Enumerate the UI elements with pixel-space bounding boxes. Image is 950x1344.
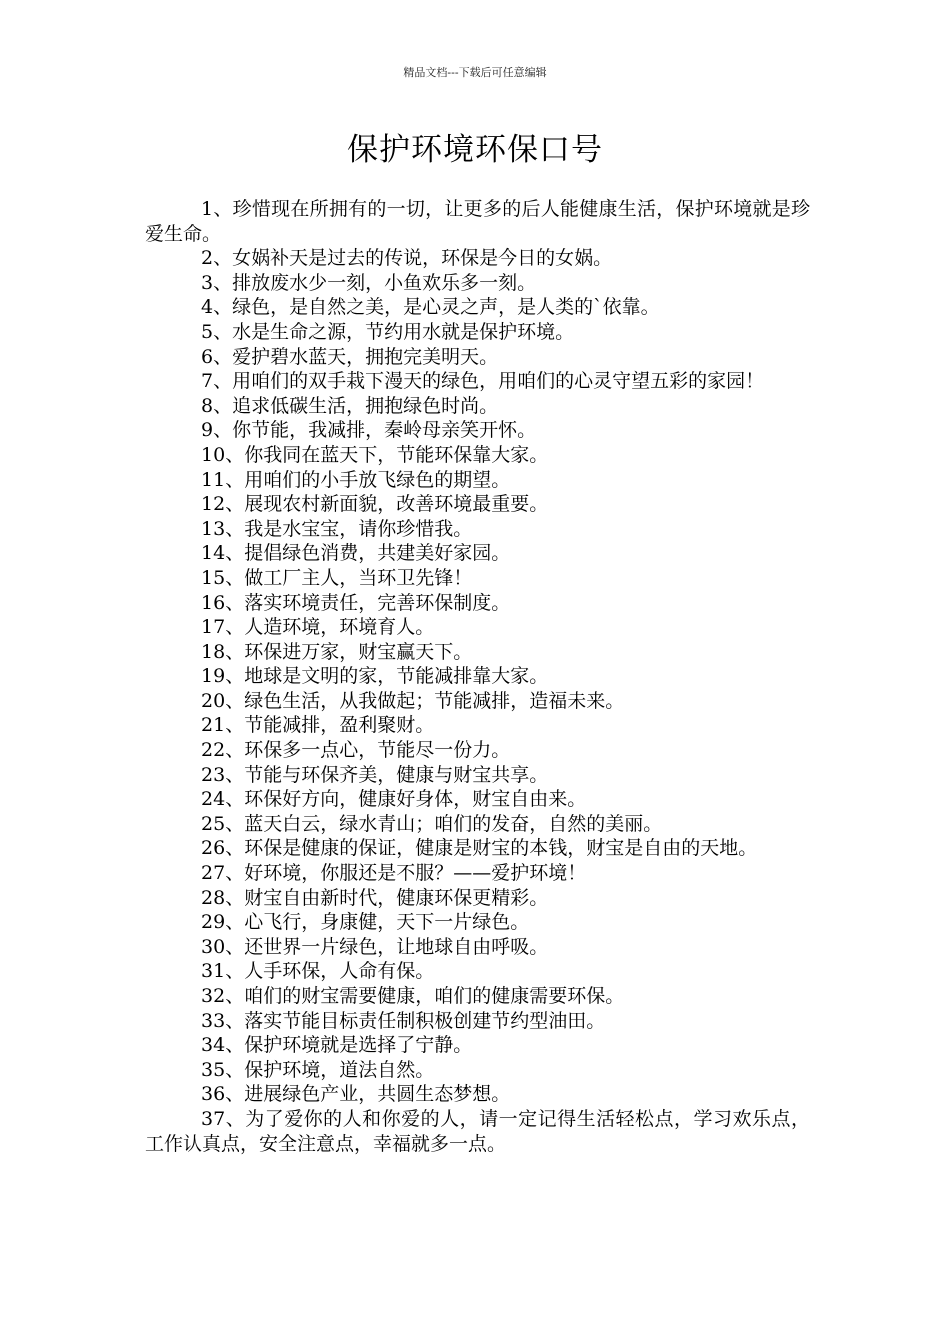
slogan-item: 11、用咱们的小手放飞绿色的期望。 — [201, 468, 511, 491]
slogan-item: 35、保护环境，道法自然。 — [201, 1058, 435, 1081]
slogan-item: 31、人手环保，人命有保。 — [201, 960, 435, 983]
slogan-item: 16、落实环境责任，完善环保制度。 — [201, 591, 511, 614]
slogan-item: 34、保护环境就是选择了宁静。 — [201, 1034, 473, 1057]
header-note: 精品文档---下载后可任意编辑 — [403, 66, 547, 79]
slogan-list — [145, 197, 810, 1156]
slogan-item: 17、人造环境，环境育人。 — [201, 616, 435, 639]
document-title: 保护环境环保口号 — [347, 132, 603, 168]
slogan-item: 12、展现农村新面貌，改善环境最重要。 — [201, 493, 549, 516]
slogan-item: 1、珍惜现在所拥有的一切，让更多的后人能健康生活，保护环境就是珍爱生命。 — [145, 198, 810, 245]
slogan-item: 5、水是生命之源，节约用水就是保护环境。 — [201, 320, 575, 343]
slogan-item: 18、环保进万家，财宝赢天下。 — [201, 640, 473, 663]
slogan-item: 28、财宝自由新时代，健康环保更精彩。 — [201, 886, 549, 909]
slogan-item: 27、好环境，你服还是不服？——爱护环境！ — [201, 862, 587, 885]
slogan-item: 4、绿色，是自然之美，是心灵之声，是人类的`依靠。 — [201, 296, 660, 319]
slogan-item: 36、进展绿色产业，共圆生态梦想。 — [201, 1083, 511, 1106]
slogan-item: 30、还世界一片绿色，让地球自由呼吸。 — [201, 935, 549, 958]
slogan-item: 13、我是水宝宝，请你珍惜我。 — [201, 517, 473, 540]
slogan-item: 32、咱们的财宝需要健康，咱们的健康需要环保。 — [201, 985, 625, 1007]
slogan-item: 24、环保好方向，健康好身体，财宝自由来。 — [201, 788, 587, 811]
slogan-item: 7、用咱们的双手栽下漫天的绿色，用咱们的心灵守望五彩的家园！ — [201, 370, 765, 393]
slogan-item: 20、绿色生活，从我做起；节能减排，造福未来。 — [201, 689, 625, 712]
slogan-item: 21、节能减排，盈利聚财。 — [201, 714, 435, 737]
slogan-item: 22、环保多一点心，节能尽一份力。 — [201, 739, 511, 762]
slogan-item: 14、提倡绿色消费，共建美好家园。 — [201, 542, 511, 565]
slogan-item: 3、排放废水少一刻，小鱼欢乐多一刻。 — [201, 271, 537, 294]
slogan-item: 33、落实节能目标责任制积极创建节约型油田。 — [201, 1009, 606, 1032]
slogan-item: 6、爱护碧水蓝天，拥抱完美明天。 — [201, 345, 499, 368]
slogan-item: 37、为了爱你的人和你爱的人，请一定记得生活轻松点，学习欢乐点，工作认真点，安全注意点，幸福就多一点。 — [145, 1107, 810, 1155]
slogan-item: 15、做工厂主人，当环卫先锋！ — [201, 566, 473, 589]
slogan-item: 19、地球是文明的家，节能减排靠大家。 — [201, 665, 549, 688]
slogan-item: 25、蓝天白云，绿水青山；咱们的发奋，自然的美丽。 — [201, 812, 663, 835]
slogan-item: 26、环保是健康的保证，健康是财宝的本钱，财宝是自由的天地。 — [201, 837, 758, 860]
slogan-item: 29、心飞行，身康健，天下一片绿色。 — [201, 911, 530, 934]
slogan-item: 9、你节能，我减排，秦岭母亲笑开怀。 — [201, 419, 537, 442]
slogan-item: 8、追求低碳生活，拥抱绿色时尚。 — [201, 394, 499, 417]
slogan-item: 2、女娲补天是过去的传说，环保是今日的女娲。 — [201, 247, 613, 270]
slogan-item: 23、节能与环保齐美，健康与财宝共享。 — [201, 763, 549, 786]
slogan-item: 10、你我同在蓝天下，节能环保靠大家。 — [201, 443, 549, 466]
